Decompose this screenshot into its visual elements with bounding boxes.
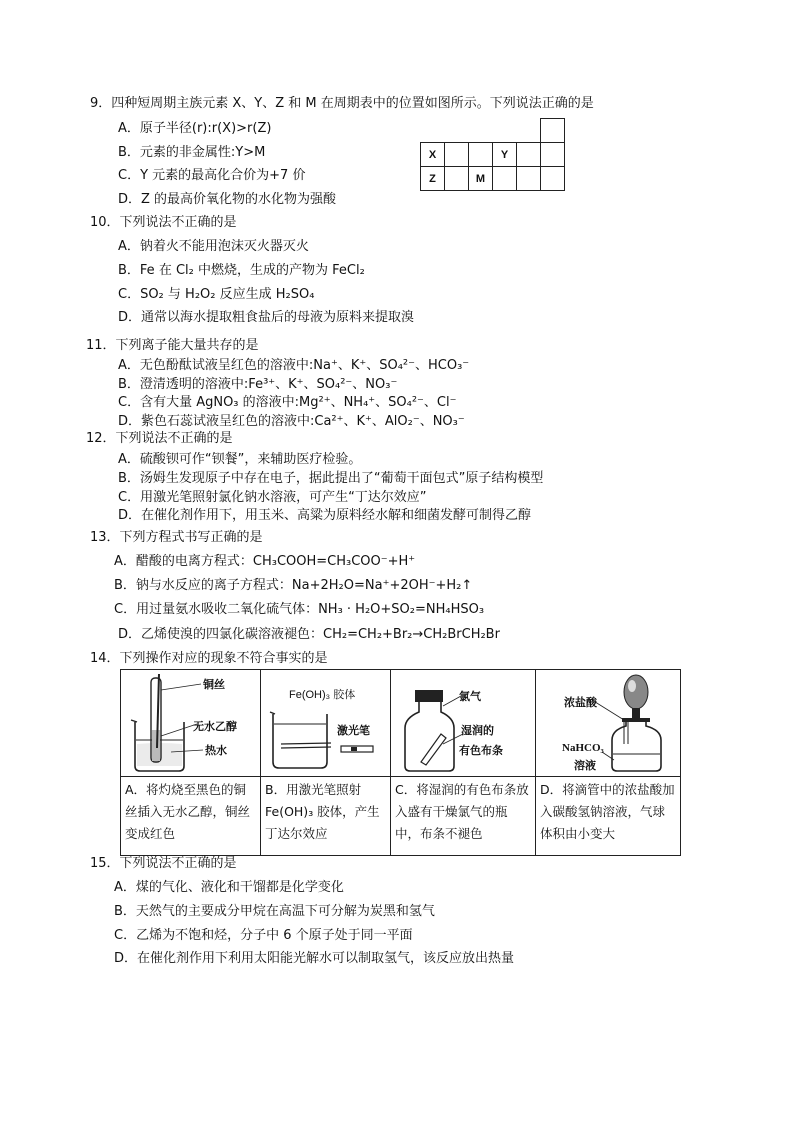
q10-option-a: A．钠着火不能用泡沫灭火器灭火 bbox=[118, 239, 309, 254]
q13-option-a: A．醋酸的电离方程式：CH₃COOH=CH₃COO⁻+H⁺ bbox=[114, 554, 416, 569]
label-concentrated-hcl: 浓盐酸 bbox=[564, 696, 597, 709]
label-anhydrous-ethanol: 无水乙醇 bbox=[193, 720, 237, 733]
grid-cell-y: Y bbox=[493, 143, 517, 167]
q12-option-d: D．在催化剂作用下，用玉米、高粱为原料经水解和细菌发酵可制得乙醇 bbox=[118, 508, 532, 523]
question-15-stem: 15．下列说法不正确的是 bbox=[90, 856, 237, 871]
grid-cell-empty bbox=[541, 119, 565, 143]
periodic-table-fragment bbox=[420, 118, 565, 191]
label-ferric-hydroxide-colloid: Fe(OH)₃ 胶体 bbox=[289, 689, 356, 701]
q10-option-c: C．SO₂ 与 H₂O₂ 反应生成 H₂SO₄ bbox=[118, 287, 315, 302]
q11-option-b: B．澄清透明的溶液中:Fe³⁺、K⁺、SO₄²⁻、NO₃⁻ bbox=[118, 377, 398, 392]
label-copper-wire: 铜丝 bbox=[203, 678, 225, 691]
q15-option-a: A．煤的气化、液化和干馏都是化学变化 bbox=[114, 880, 344, 895]
experiment-d-description: D．将滴管中的浓盐酸加入碳酸氢钠溶液，气球体积由小变大 bbox=[536, 777, 681, 856]
flask-balloon-dropper-icon bbox=[536, 670, 679, 776]
question-12-stem: 12．下列说法不正确的是 bbox=[86, 431, 233, 446]
experiment-b-figure bbox=[261, 670, 391, 777]
q11-option-c: C．含有大量 AgNO₃ 的溶液中:Mg²⁺、NH₄⁺、SO₄²⁻、Cl⁻ bbox=[118, 395, 457, 410]
q10-option-b: B．Fe 在 Cl₂ 中燃烧，生成的产物为 FeCl₂ bbox=[118, 263, 365, 278]
label-hot-water: 热水 bbox=[205, 744, 227, 757]
q10-option-d: D．通常以海水提取粗食盐后的母液为原料来提取溴 bbox=[118, 310, 415, 325]
q12-option-c: C．用激光笔照射氯化钠水溶液，可产生“丁达尔效应” bbox=[118, 490, 427, 505]
experiment-c-figure bbox=[391, 670, 536, 777]
q11-option-a: A．无色酚酞试液呈红色的溶液中:Na⁺、K⁺、SO₄²⁻、HCO₃⁻ bbox=[118, 358, 470, 373]
q13-option-c: C．用过量氨水吸收二氧化硫气体：NH₃ · H₂O+SO₂=NH₄HSO₃ bbox=[114, 602, 485, 617]
grid-cell-m: M bbox=[469, 167, 493, 191]
question-14-stem: 14．下列操作对应的现象不符合事实的是 bbox=[90, 651, 328, 666]
experiment-a-figure bbox=[121, 670, 261, 777]
q9-option-c: C．Y 元素的最高化合价为+7 价 bbox=[118, 168, 306, 183]
q15-option-c: C．乙烯为不饱和烃，分子中 6 个原子处于同一平面 bbox=[114, 928, 413, 943]
grid-cell-x: X bbox=[421, 143, 445, 167]
q11-option-d: D．紫色石蕊试液呈红色的溶液中:Ca²⁺、K⁺、AlO₂⁻、NO₃⁻ bbox=[118, 414, 465, 429]
q15-option-b: B．天然气的主要成分甲烷在高温下可分解为炭黑和氢气 bbox=[114, 904, 435, 919]
beaker-copper-wire-icon bbox=[121, 670, 259, 776]
q12-option-b: B．汤姆生发现原子中存在电子，据此提出了“葡萄干面包式”原子结构模型 bbox=[118, 471, 544, 486]
experiment-table bbox=[120, 669, 681, 856]
label-solution: 溶液 bbox=[574, 759, 596, 772]
label-nahco3: NaHCO₃ bbox=[562, 742, 604, 754]
question-10-stem: 10．下列说法不正确的是 bbox=[90, 215, 237, 230]
q9-option-a: A．原子半径(r):r(X)>r(Z) bbox=[118, 121, 272, 136]
question-9-stem: 9．四种短周期主族元素 X、Y、Z 和 M 在周期表中的位置如图所示。下列说法正确的是 bbox=[90, 96, 594, 111]
label-wet: 湿润的 bbox=[461, 724, 494, 737]
experiment-c-description: C．将湿润的有色布条放入盛有干燥氯气的瓶中，布条不褪色 bbox=[391, 777, 536, 856]
label-colored-cloth: 有色布条 bbox=[459, 744, 503, 757]
q9-option-b: B．元素的非金属性:Y>M bbox=[118, 145, 266, 160]
q13-option-b: B．钠与水反应的离子方程式：Na+2H₂O=Na⁺+2OH⁻+H₂↑ bbox=[114, 578, 473, 593]
grid-cell-z: Z bbox=[421, 167, 445, 191]
experiment-d-figure bbox=[536, 670, 681, 777]
question-11-stem: 11．下列离子能大量共存的是 bbox=[86, 338, 259, 353]
label-laser-pointer: 激光笔 bbox=[337, 724, 370, 737]
label-chlorine: 氯气 bbox=[459, 690, 481, 703]
q13-option-d: D．乙烯使溴的四氯化碳溶液褪色：CH₂=CH₂+Br₂→CH₂BrCH₂Br bbox=[118, 627, 500, 642]
experiment-b-description: B．用激光笔照射 Fe(OH)₃ 胶体，产生丁达尔效应 bbox=[261, 777, 391, 856]
experiment-a-description: A．将灼烧至黑色的铜丝插入无水乙醇，铜丝变成红色 bbox=[121, 777, 261, 856]
q9-option-d: D．Z 的最高价氧化物的水化物为强酸 bbox=[118, 192, 337, 207]
q12-option-a: A．硫酸钡可作“钡餐”，来辅助医疗检验。 bbox=[118, 452, 362, 467]
question-13-stem: 13．下列方程式书写正确的是 bbox=[90, 530, 263, 545]
q15-option-d: D．在催化剂作用下利用太阳能光解水可以制取氢气，该反应放出热量 bbox=[114, 951, 515, 966]
